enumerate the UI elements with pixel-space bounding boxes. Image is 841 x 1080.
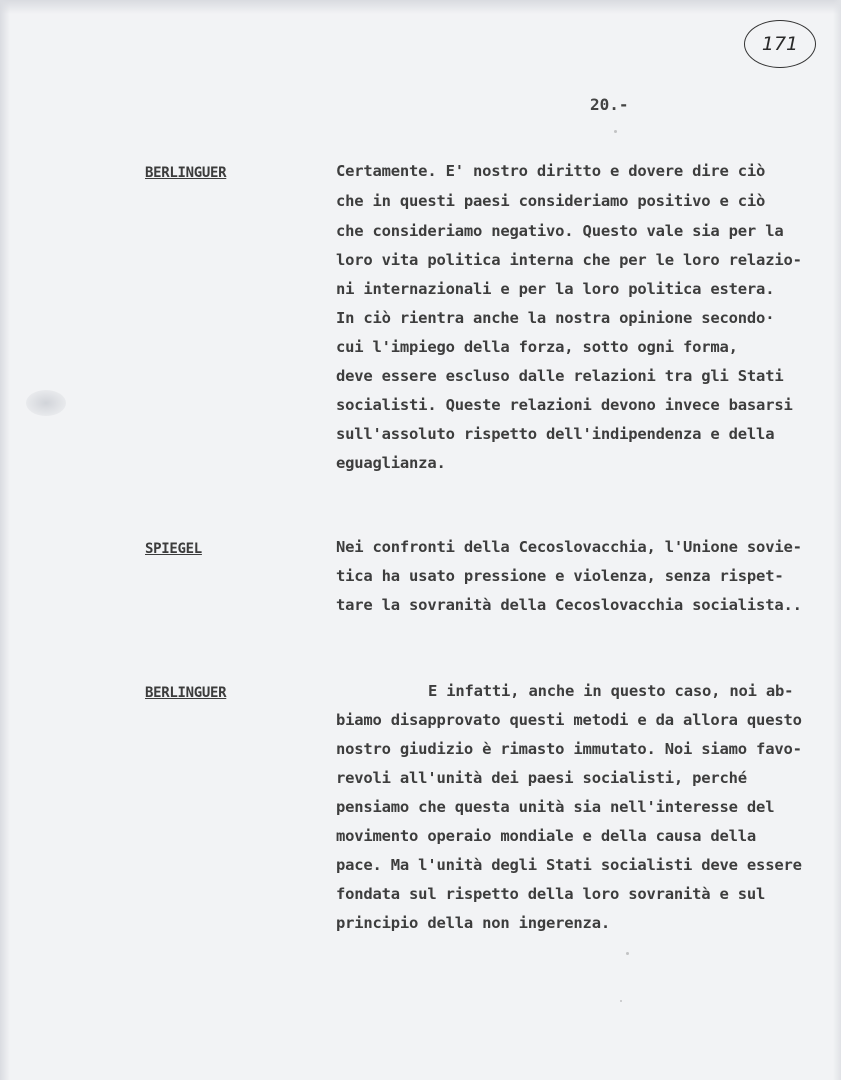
archive-number: 171	[761, 33, 799, 55]
speaker-label: BERLINGUER	[145, 685, 227, 701]
text-line: nostro giudizio è rimasto immutato. Noi siamo favo-	[336, 740, 802, 758]
scan-edge-right	[833, 0, 841, 1080]
text-line: loro vita politica interna che per le loro relazio-	[336, 251, 802, 269]
speaker-label: SPIEGEL	[145, 541, 202, 557]
text-line: fondata sul rispetto della loro sovranità e sul	[336, 885, 766, 903]
text-line: pensiamo che questa unità sia nell'interesse del	[336, 798, 775, 816]
text-line: che in questi paesi consideriamo positivo e ciò	[336, 192, 766, 210]
text-line: In ciò rientra anche la nostra opinione secondo·	[336, 309, 775, 327]
text-line: cui l'impiego della forza, sotto ogni forma,	[336, 338, 738, 356]
text-line: deve essere escluso dalle relazioni tra gli Stati	[336, 367, 784, 385]
text-line: socialisti. Queste relazioni devono invece basarsi	[336, 396, 793, 414]
archive-number-stamp	[744, 20, 816, 68]
text-line: che consideriamo negativo. Questo vale sia per la	[336, 222, 784, 240]
text-line: movimento operaio mondiale e della causa della	[336, 827, 757, 845]
page-number: 20.-	[590, 95, 629, 114]
text-line: principio della non ingerenza.	[336, 914, 610, 932]
scan-smudge	[26, 390, 66, 416]
text-line: Certamente. E' nostro diritto e dovere dire ciò	[336, 162, 766, 180]
text-line: ni internazionali e per la loro politica estera.	[336, 280, 775, 298]
text-line: revoli all'unità dei paesi socialisti, perché	[336, 769, 747, 787]
scan-edge-top	[0, 0, 841, 14]
text-line: biamo disapprovato questi metodi e da allora questo	[336, 711, 802, 729]
text-line: eguaglianza.	[336, 454, 446, 472]
text-line: sull'assoluto rispetto dell'indipendenza e della	[336, 425, 775, 443]
text-line: Nei confronti della Cecoslovacchia, l'Unione sovie-	[336, 538, 802, 556]
text-line: pace. Ma l'unità degli Stati socialisti deve essere	[336, 856, 802, 874]
speaker-label: BERLINGUER	[145, 165, 227, 181]
text-line: E infatti, anche in questo caso, noi ab-	[428, 682, 794, 700]
scan-speck	[614, 130, 617, 133]
scan-edge-left	[0, 0, 10, 1080]
text-line: tica ha usato pressione e violenza, senza rispet-	[336, 567, 784, 585]
scan-speck	[620, 1000, 622, 1002]
text-line: tare la sovranità della Cecoslovacchia socialista..	[336, 596, 802, 614]
scan-speck	[626, 952, 629, 955]
